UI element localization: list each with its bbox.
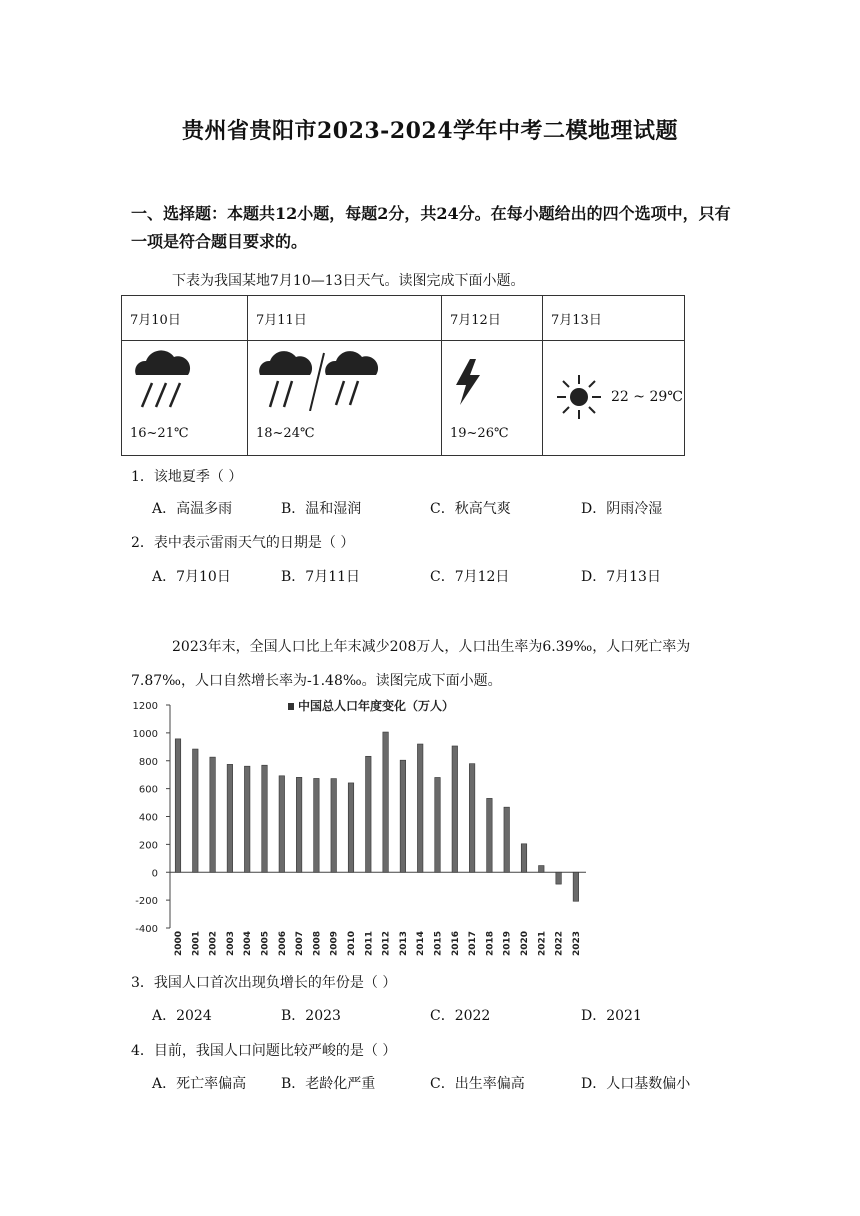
bar-2020 xyxy=(521,844,527,872)
temperature-range: 22 ~ 29℃ xyxy=(611,389,683,405)
x-tick-label: 2011 xyxy=(364,930,375,956)
page-title: 贵州省贵阳市2023-2024学年中考二模地理试题 xyxy=(181,118,679,144)
y-axis xyxy=(133,701,586,935)
question-3: 3．我国人口首次出现负增长的年份是（ ） xyxy=(131,975,397,991)
x-tick-label: 2015 xyxy=(433,930,444,956)
option-d[interactable]: D．阴雨冷湿 xyxy=(581,501,663,517)
y-tick-label: 0 xyxy=(151,868,158,880)
y-tick-label: 200 xyxy=(138,840,158,852)
weather-table xyxy=(121,295,685,456)
date-cell: 7月10日 xyxy=(122,296,248,341)
x-tick-label: 2014 xyxy=(416,930,427,956)
bar-2006 xyxy=(279,776,285,872)
bar-2019 xyxy=(504,807,510,872)
option-b[interactable]: B．老龄化严重 xyxy=(281,1076,376,1092)
temperature-range: 18~24℃ xyxy=(256,426,315,441)
option-d[interactable]: D．2021 xyxy=(581,1008,642,1024)
intro-population: 2023年末，全国人口比上年末减少208万人，人口出生率为6.39‰，人口死亡率为7.87‰，人口自然增长率为-1.48‰。读图完成下面小题。 xyxy=(131,639,691,689)
temperature-range: 16~21℃ xyxy=(130,426,189,441)
bar-2010 xyxy=(348,783,354,872)
x-tick-label: 2022 xyxy=(554,930,565,956)
bar-2005 xyxy=(262,765,268,872)
option-a[interactable]: A．2024 xyxy=(152,1008,212,1024)
bar-2013 xyxy=(400,760,406,872)
bar-2007 xyxy=(296,777,302,872)
y-tick-label: 400 xyxy=(138,812,158,824)
y-tick-label: 800 xyxy=(138,756,158,768)
x-tick-label: 2012 xyxy=(381,930,392,956)
chart-title: 中国总人口年度变化（万人） xyxy=(298,699,455,713)
weather-cell xyxy=(543,341,685,456)
y-tick-label: -200 xyxy=(135,896,158,908)
question-2: 2．表中表示雷雨天气的日期是（ ） xyxy=(131,535,355,551)
bar-2014 xyxy=(417,744,423,872)
x-tick-label: 2017 xyxy=(468,930,479,956)
x-tick-label: 2016 xyxy=(450,930,461,956)
option-c[interactable]: C．7月12日 xyxy=(430,569,510,585)
temperature-range: 19~26℃ xyxy=(450,426,509,441)
x-tick-label: 2018 xyxy=(485,930,496,956)
bar-2004 xyxy=(244,766,250,872)
bar-2016 xyxy=(452,746,458,872)
bars xyxy=(175,732,578,901)
bar-2022 xyxy=(556,872,562,884)
heavy-rain-icon xyxy=(130,349,194,411)
bar-2015 xyxy=(435,777,441,872)
y-tick-label: 1000 xyxy=(132,728,158,740)
bar-2003 xyxy=(227,764,233,872)
bar-2002 xyxy=(210,757,216,872)
option-d[interactable]: D．人口基数偏小 xyxy=(581,1076,691,1092)
date-cell: 7月13日 xyxy=(543,296,685,341)
option-b[interactable]: B．7月11日 xyxy=(281,569,361,585)
section-heading: 一、选择题：本题共12小题，每题2分，共24分。在每小题给出的四个选项中，只有一项是符合题目要求的。 xyxy=(131,204,731,251)
x-tick-label: 2019 xyxy=(502,930,513,956)
bar-2023 xyxy=(573,872,579,901)
option-c[interactable]: C．2022 xyxy=(430,1008,491,1024)
x-tick-label: 2001 xyxy=(191,930,202,956)
date-cell: 7月12日 xyxy=(442,296,543,341)
bar-2009 xyxy=(331,779,337,873)
x-tick-label: 2000 xyxy=(174,930,184,956)
intro-weather: 下表为我国某地7月10—13日天气。读图完成下面小题。 xyxy=(172,273,525,289)
weather-cell xyxy=(442,341,543,456)
weather-cell xyxy=(248,341,442,456)
bar-2012 xyxy=(383,732,389,872)
option-c[interactable]: C．秋高气爽 xyxy=(430,501,511,517)
legend-swatch xyxy=(288,703,294,710)
x-tick-label: 2010 xyxy=(347,930,357,956)
x-tick-label: 2008 xyxy=(312,930,323,956)
sunny-icon xyxy=(555,373,603,421)
x-tick-label: 2013 xyxy=(398,930,409,956)
option-a[interactable]: A．死亡率偏高 xyxy=(152,1076,247,1092)
x-tick-label: 2003 xyxy=(225,930,236,956)
cloudy-to-rain-icon xyxy=(256,349,384,411)
bar-2000 xyxy=(175,739,181,872)
x-tick-label: 2006 xyxy=(277,930,288,956)
x-tick-label: 2004 xyxy=(243,930,254,956)
question-4: 4．目前，我国人口问题比较严峻的是（ ） xyxy=(131,1043,397,1059)
bar-2011 xyxy=(366,756,372,872)
x-tick-label: 2023 xyxy=(571,930,582,956)
bar-2018 xyxy=(487,798,493,872)
x-tick-label: 2020 xyxy=(520,930,530,956)
weather-cell xyxy=(122,341,248,456)
bar-2001 xyxy=(193,749,199,872)
bar-2021 xyxy=(539,866,545,873)
thunder-icon xyxy=(452,357,484,407)
bar-2017 xyxy=(469,764,475,873)
y-tick-label: -400 xyxy=(135,924,158,935)
option-b[interactable]: B．2023 xyxy=(281,1008,341,1024)
x-tick-label: 2005 xyxy=(260,930,271,956)
y-tick-label: 1200 xyxy=(132,701,158,712)
option-b[interactable]: B．温和湿润 xyxy=(281,501,362,517)
option-a[interactable]: A．7月10日 xyxy=(152,569,231,585)
y-tick-label: 600 xyxy=(138,784,158,796)
option-c[interactable]: C．出生率偏高 xyxy=(430,1076,525,1092)
bar-2008 xyxy=(314,778,320,872)
x-tick-label: 2002 xyxy=(208,930,219,956)
x-tick-label: 2007 xyxy=(295,930,306,956)
population-bar-chart xyxy=(126,694,596,960)
question-1: 1．该地夏季（ ） xyxy=(131,469,243,485)
date-cell: 7月11日 xyxy=(248,296,442,341)
chart-legend xyxy=(288,698,454,713)
x-tick-label: 2009 xyxy=(329,930,340,956)
option-a[interactable]: A．高温多雨 xyxy=(152,501,233,517)
option-d[interactable]: D．7月13日 xyxy=(581,569,661,585)
x-axis-labels xyxy=(174,931,582,956)
x-tick-label: 2021 xyxy=(537,930,548,956)
